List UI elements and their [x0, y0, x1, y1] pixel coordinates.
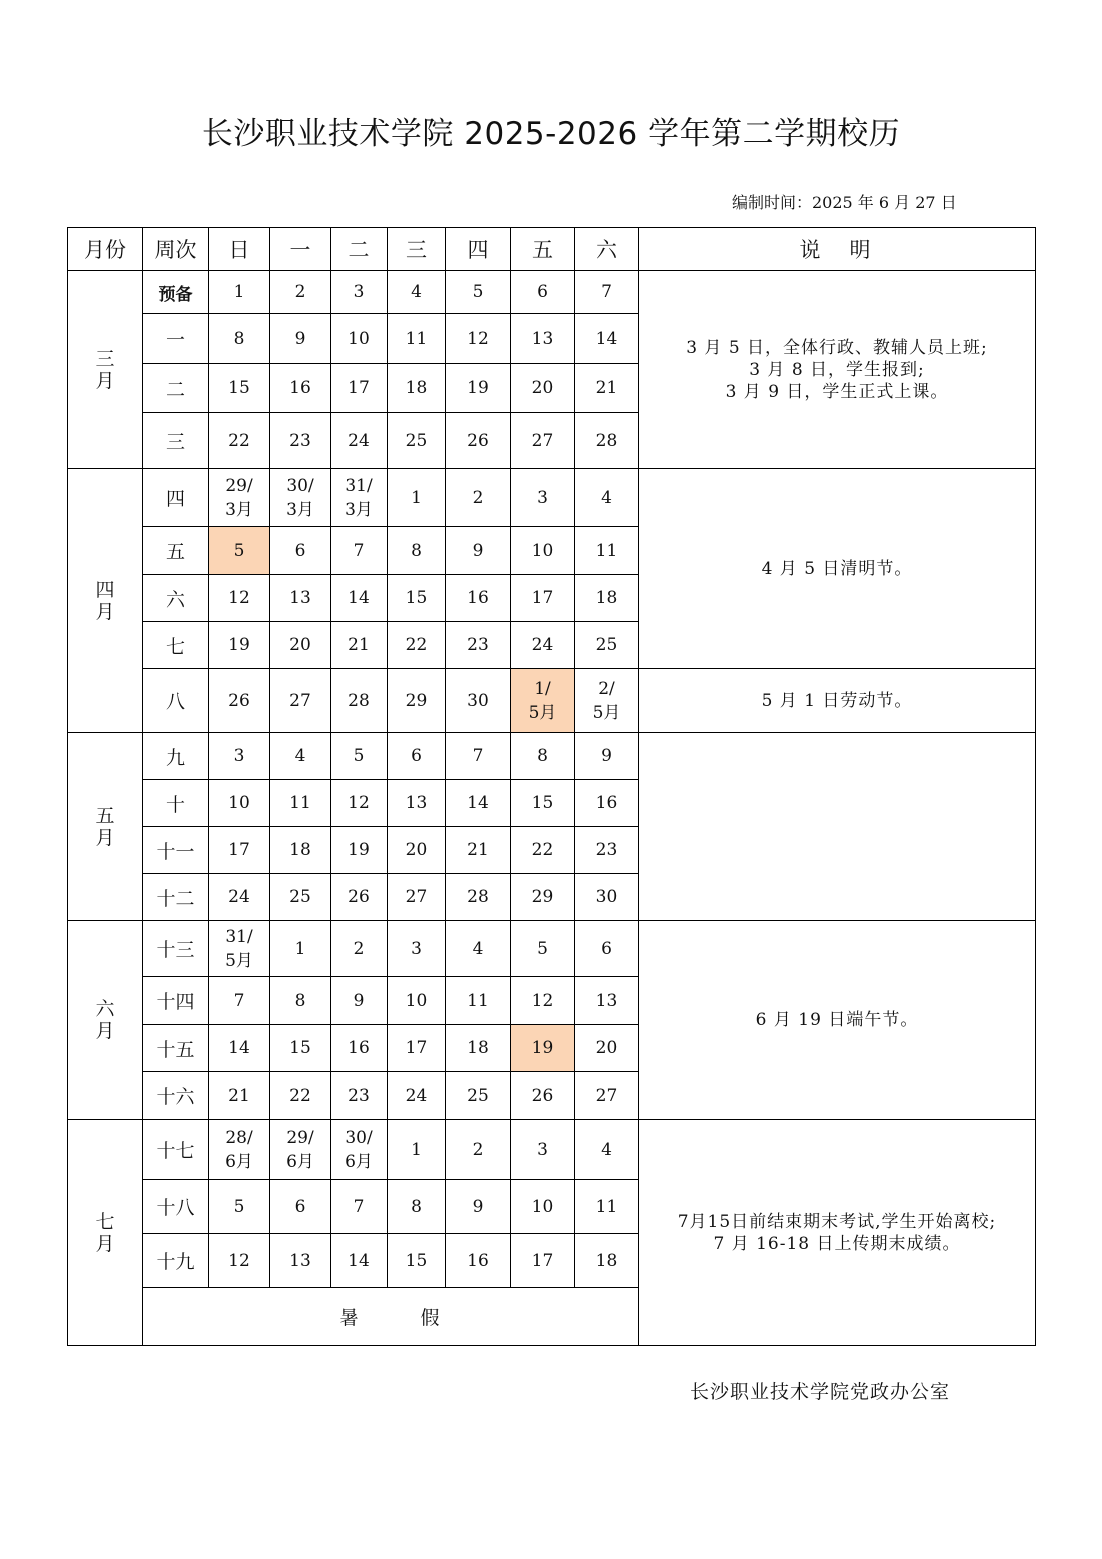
- date-cell: 13: [270, 575, 331, 622]
- week-label: 十二: [143, 874, 209, 921]
- date-cell: 18: [446, 1025, 511, 1072]
- date-cell: 29/ 3月: [209, 469, 270, 527]
- vacation-char: 假: [420, 1307, 442, 1329]
- week-label: 九: [143, 733, 209, 780]
- date-cell: 11: [270, 780, 331, 827]
- date-cell: 3: [511, 1120, 575, 1180]
- month-label: [68, 733, 143, 921]
- date-cell: 28/ 6月: [209, 1120, 270, 1180]
- week-row: [68, 469, 1036, 527]
- date-cell: 17: [209, 827, 270, 874]
- note-cell: 7月15日前结束期末考试,学生开始离校; 7 月 16-18 日上传期末成绩。: [639, 1120, 1036, 1346]
- week-row: [68, 733, 1036, 780]
- date-cell: 9: [575, 733, 639, 780]
- date-cell: 7: [575, 271, 639, 314]
- date-cell: 11: [446, 977, 511, 1025]
- header-day-mon: 一: [270, 228, 331, 271]
- vacation-char: 暑: [339, 1307, 361, 1329]
- date-cell: 15: [388, 1234, 446, 1288]
- date-cell: 18: [575, 1234, 639, 1288]
- header-day-sat: 六: [575, 228, 639, 271]
- date-cell: 12: [446, 314, 511, 364]
- date-cell: 10: [209, 780, 270, 827]
- date-cell: 30: [446, 669, 511, 733]
- date-cell: 8: [270, 977, 331, 1025]
- month-label: [68, 469, 143, 733]
- date-cell: 15: [270, 1025, 331, 1072]
- week-label: 十五: [143, 1025, 209, 1072]
- month-label-text: 七月: [95, 1210, 115, 1255]
- date-cell: 29/ 6月: [270, 1120, 331, 1180]
- date-cell: 7: [209, 977, 270, 1025]
- date-cell: 10: [511, 527, 575, 575]
- week-row: [68, 1120, 1036, 1180]
- date-cell: 6: [270, 527, 331, 575]
- date-cell: 21: [575, 364, 639, 413]
- date-cell: 26: [446, 413, 511, 469]
- week-label: 十: [143, 780, 209, 827]
- date-cell: 16: [331, 1025, 388, 1072]
- date-cell: 17: [388, 1025, 446, 1072]
- date-cell: 27: [575, 1072, 639, 1120]
- month-label-text: 五月: [95, 804, 115, 849]
- date-cell: 19: [209, 622, 270, 669]
- date-cell: 1: [209, 271, 270, 314]
- week-label: 七: [143, 622, 209, 669]
- date-cell: 4: [388, 271, 446, 314]
- week-label: 十一: [143, 827, 209, 874]
- date-cell: 2/ 5月: [575, 669, 639, 733]
- date-cell: 24: [209, 874, 270, 921]
- date-cell: 12: [209, 575, 270, 622]
- date-cell: 14: [331, 1234, 388, 1288]
- header-day-sun: 日: [209, 228, 270, 271]
- date-cell: 30/ 3月: [270, 469, 331, 527]
- date-cell: 5: [209, 1180, 270, 1234]
- date-cell: 23: [446, 622, 511, 669]
- date-cell: 27: [270, 669, 331, 733]
- date-cell: 8: [388, 1180, 446, 1234]
- date-cell: 26: [331, 874, 388, 921]
- date-cell: 10: [388, 977, 446, 1025]
- week-label: 十六: [143, 1072, 209, 1120]
- note-cell: 4 月 5 日清明节。: [639, 469, 1036, 669]
- holiday-date-cell: 19: [511, 1025, 575, 1072]
- month-label: [68, 271, 143, 469]
- date-cell: 3: [209, 733, 270, 780]
- date-cell: 7: [331, 527, 388, 575]
- month-label-text: 六月: [95, 998, 115, 1042]
- date-cell: 14: [446, 780, 511, 827]
- date-cell: 25: [388, 413, 446, 469]
- date-cell: 17: [331, 364, 388, 413]
- date-cell: 11: [575, 527, 639, 575]
- date-cell: 31/ 5月: [209, 921, 270, 977]
- date-cell: 17: [511, 575, 575, 622]
- week-label: 十七: [143, 1120, 209, 1180]
- date-cell: 14: [209, 1025, 270, 1072]
- date-cell: 24: [331, 413, 388, 469]
- date-cell: 12: [511, 977, 575, 1025]
- date-cell: 13: [575, 977, 639, 1025]
- date-cell: 26: [511, 1072, 575, 1120]
- date-cell: 16: [446, 1234, 511, 1288]
- date-cell: 13: [388, 780, 446, 827]
- week-label: 十四: [143, 977, 209, 1025]
- date-cell: 25: [446, 1072, 511, 1120]
- week-label: 三: [143, 413, 209, 469]
- date-cell: 31/ 3月: [331, 469, 388, 527]
- date-cell: 5: [511, 921, 575, 977]
- date-cell: 23: [331, 1072, 388, 1120]
- date-cell: 28: [331, 669, 388, 733]
- date-cell: 6: [575, 921, 639, 977]
- date-cell: 4: [575, 1120, 639, 1180]
- date-cell: 21: [209, 1072, 270, 1120]
- date-cell: 8: [511, 733, 575, 780]
- footer-office: 长沙职业技术学院党政办公室: [690, 1381, 951, 1403]
- date-cell: 1: [388, 1120, 446, 1180]
- date-cell: 21: [446, 827, 511, 874]
- header-note: 说 明: [639, 228, 1036, 271]
- month-label-text: 四月: [95, 578, 115, 623]
- date-cell: 15: [511, 780, 575, 827]
- date-cell: 8: [209, 314, 270, 364]
- date-cell: 19: [331, 827, 388, 874]
- week-label: 十三: [143, 921, 209, 977]
- date-cell: 3: [511, 469, 575, 527]
- date-cell: 6: [270, 1180, 331, 1234]
- note-cell: 6 月 19 日端午节。: [639, 921, 1036, 1120]
- date-cell: 11: [388, 314, 446, 364]
- header-week: 周次: [143, 228, 209, 271]
- header-day-thu: 四: [446, 228, 511, 271]
- note-cell: 3 月 5 日，全体行政、教辅人员上班; 3 月 8 日，学生报到; 3 月 9 日，学生正式上课。: [639, 271, 1036, 469]
- date-cell: 7: [446, 733, 511, 780]
- date-cell: 30/ 6月: [331, 1120, 388, 1180]
- date-cell: 9: [446, 527, 511, 575]
- date-cell: 16: [446, 575, 511, 622]
- week-label: 二: [143, 364, 209, 413]
- date-cell: 8: [388, 527, 446, 575]
- date-cell: 2: [331, 921, 388, 977]
- compiled-date: 编制时间：2025 年 6 月 27 日: [732, 193, 957, 212]
- month-label-text: 三月: [95, 347, 115, 392]
- date-cell: 3: [331, 271, 388, 314]
- date-cell: 1: [270, 921, 331, 977]
- date-cell: 6: [511, 271, 575, 314]
- date-cell: 2: [446, 469, 511, 527]
- week-label: 十八: [143, 1180, 209, 1234]
- date-cell: 4: [446, 921, 511, 977]
- date-cell: 30: [575, 874, 639, 921]
- page-title: 长沙职业技术学院 2025-2026 学年第二学期校历: [201, 116, 901, 152]
- date-cell: 12: [209, 1234, 270, 1288]
- date-cell: 4: [575, 469, 639, 527]
- date-cell: 5: [446, 271, 511, 314]
- date-cell: 22: [209, 413, 270, 469]
- date-cell: 7: [331, 1180, 388, 1234]
- date-cell: 20: [575, 1025, 639, 1072]
- month-label: [68, 1120, 143, 1346]
- date-cell: 16: [575, 780, 639, 827]
- date-cell: 13: [270, 1234, 331, 1288]
- date-cell: 29: [388, 669, 446, 733]
- date-cell: 16: [270, 364, 331, 413]
- week-row: [68, 921, 1036, 977]
- date-cell: 25: [575, 622, 639, 669]
- header-month: 月份: [68, 228, 143, 271]
- note-cell: [639, 733, 1036, 921]
- date-cell: 3: [388, 921, 446, 977]
- date-cell: 18: [270, 827, 331, 874]
- date-cell: 14: [575, 314, 639, 364]
- date-cell: 17: [511, 1234, 575, 1288]
- date-cell: 22: [511, 827, 575, 874]
- date-cell: 20: [511, 364, 575, 413]
- date-cell: 4: [270, 733, 331, 780]
- date-cell: 28: [446, 874, 511, 921]
- date-cell: 10: [511, 1180, 575, 1234]
- week-label: 五: [143, 527, 209, 575]
- date-cell: 14: [331, 575, 388, 622]
- date-cell: 5: [331, 733, 388, 780]
- date-cell: 23: [270, 413, 331, 469]
- date-cell: 12: [331, 780, 388, 827]
- week-label: 十九: [143, 1234, 209, 1288]
- week-row: [68, 271, 1036, 314]
- date-cell: 18: [575, 575, 639, 622]
- note-cell: 5 月 1 日劳动节。: [639, 669, 1036, 733]
- date-cell: 9: [446, 1180, 511, 1234]
- date-cell: 24: [388, 1072, 446, 1120]
- date-cell: 29: [511, 874, 575, 921]
- header-day-fri: 五: [511, 228, 575, 271]
- date-cell: 6: [388, 733, 446, 780]
- date-cell: 28: [575, 413, 639, 469]
- date-cell: 2: [270, 271, 331, 314]
- date-cell: 22: [388, 622, 446, 669]
- date-cell: 2: [446, 1120, 511, 1180]
- week-row: [68, 669, 1036, 733]
- calendar-table: [67, 227, 1036, 1346]
- month-label: [68, 921, 143, 1120]
- summer-vacation: [143, 1288, 639, 1346]
- date-cell: 24: [511, 622, 575, 669]
- date-cell: 13: [511, 314, 575, 364]
- header-row: [68, 228, 1036, 271]
- date-cell: 1: [388, 469, 446, 527]
- date-cell: 18: [388, 364, 446, 413]
- date-cell: 20: [270, 622, 331, 669]
- week-label: 四: [143, 469, 209, 527]
- header-day-tue: 二: [331, 228, 388, 271]
- date-cell: 15: [388, 575, 446, 622]
- holiday-date-cell: 5: [209, 527, 270, 575]
- date-cell: 27: [388, 874, 446, 921]
- date-cell: 21: [331, 622, 388, 669]
- date-cell: 10: [331, 314, 388, 364]
- date-cell: 20: [388, 827, 446, 874]
- date-cell: 22: [270, 1072, 331, 1120]
- week-label: 八: [143, 669, 209, 733]
- date-cell: 26: [209, 669, 270, 733]
- holiday-date-cell: 1/ 5月: [511, 669, 575, 733]
- header-day-wed: 三: [388, 228, 446, 271]
- date-cell: 15: [209, 364, 270, 413]
- date-cell: 25: [270, 874, 331, 921]
- date-cell: 23: [575, 827, 639, 874]
- date-cell: 9: [331, 977, 388, 1025]
- date-cell: 9: [270, 314, 331, 364]
- date-cell: 27: [511, 413, 575, 469]
- week-label: 预备: [143, 271, 209, 314]
- date-cell: 11: [575, 1180, 639, 1234]
- week-label: 一: [143, 314, 209, 364]
- week-label: 六: [143, 575, 209, 622]
- date-cell: 19: [446, 364, 511, 413]
